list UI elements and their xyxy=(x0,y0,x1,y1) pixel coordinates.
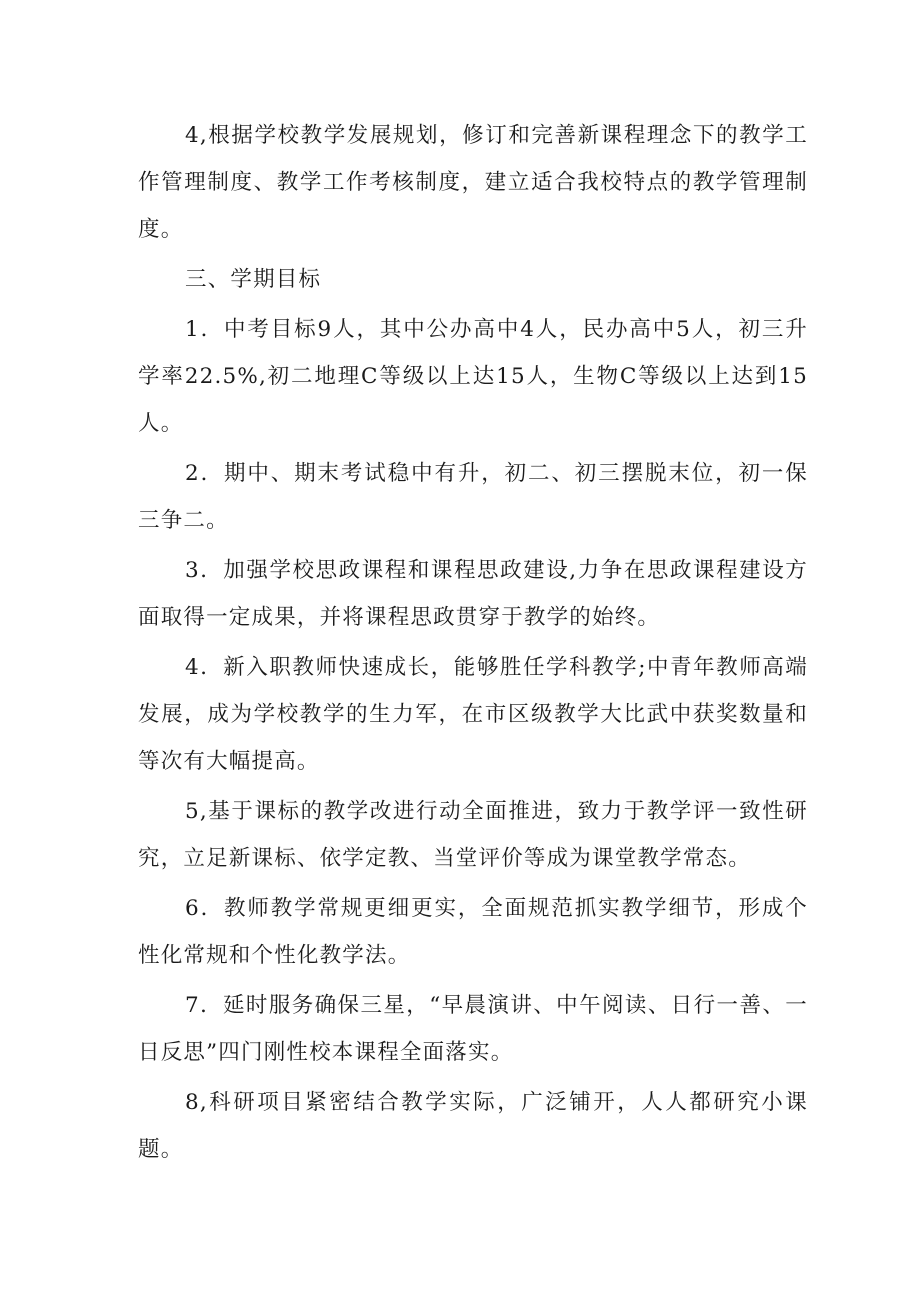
goal-item-5: 5,基于课标的教学改进行动全面推进，致力于教学评一致性研究，立足新课标、依学定教、当堂评价等成为课堂教学常态。 xyxy=(138,799,808,871)
goal-item-2: 2．期中、期末考试稳中有升，初二、初三摆脱末位，初一保三争二。 xyxy=(138,461,808,533)
document-body xyxy=(138,112,808,1173)
goal-item-8: 8,科研项目紧密结合教学实际，广泛铺开，人人都研究小课题。 xyxy=(138,1090,808,1162)
goal-item-4: 4．新入职教师快速成长，能够胜任学科教学;中青年教师高端发展，成为学校教学的生力军，在市区级教学大比武中获奖数量和等次有大幅提高。 xyxy=(138,655,808,774)
goal-item-6: 6．教师教学常规更细更实，全面规范抓实教学细节，形成个性化常规和个性化教学法。 xyxy=(138,896,808,968)
goal-item-3: 3．加强学校思政课程和课程思政建设,力争在思政课程建设方面取得一定成果，并将课程思政贯穿于教学的始终。 xyxy=(138,558,808,630)
paragraph-item-4-management-system: 4,根据学校教学发展规划，修订和完善新课程理念下的教学工作管理制度、教学工作考核制度，建立适合我校特点的教学管理制度。 xyxy=(138,123,808,242)
goal-item-1: 1．中考目标9人，其中公办高中4人，民办高中5人，初三升学率22.5%,初二地理C等级以上达15人，生物C等级以上达到15人。 xyxy=(138,317,808,436)
section-heading-semester-goals: 三、学期目标 xyxy=(185,267,322,292)
goal-item-7: 7．延时服务确保三星，“早晨演讲、中午阅读、日行一善、一日反思”四门刚性校本课程全面落实。 xyxy=(138,993,808,1065)
